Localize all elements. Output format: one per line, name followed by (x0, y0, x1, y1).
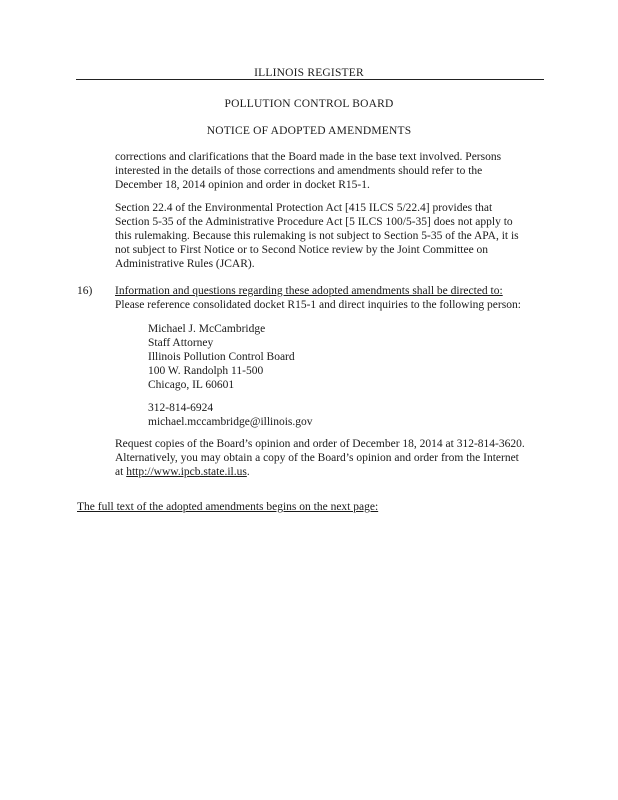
contact-block (148, 322, 508, 429)
paragraph-line: not subject to First Notice or to Second Notice review by the Joint Committee on (115, 244, 489, 256)
paragraph-line: Section 22.4 of the Environmental Protection Act [415 ILCS 5/22.4] provides that (115, 202, 493, 214)
text-suffix: . (246, 466, 250, 478)
contact-address-line1: 100 W. Randolph 11-500 (148, 365, 264, 377)
item-number: 16) (77, 285, 93, 297)
website-link[interactable]: http://www.ipcb.state.il.us (126, 466, 247, 478)
contact-name: Michael J. McCambridge (148, 323, 266, 335)
request-paragraph (115, 437, 555, 479)
contact-title: Staff Attorney (148, 337, 214, 349)
paragraph-line: this rulemaking. Because this rulemaking is not subject to Section 5-35 of the APA, it is (115, 230, 519, 242)
paragraph-line: December 18, 2014 opinion and order in docket R15-1. (115, 179, 370, 191)
board-title: POLLUTION CONTROL BOARD (224, 98, 394, 110)
contact-org: Illinois Pollution Control Board (148, 351, 295, 363)
register-title: ILLINOIS REGISTER (254, 67, 364, 79)
paragraph-line: corrections and clarifications that the Board made in the base text involved. Persons (115, 151, 502, 163)
paragraph-line (115, 465, 555, 479)
full-text-note: The full text of the adopted amendments begins on the next page: (77, 501, 379, 513)
contact-address-line2: Chicago, IL 60601 (148, 379, 235, 391)
information-heading: Information and questions regarding these adopted amendments shall be directed to: (115, 285, 503, 297)
paragraph-line: interested in the details of those corrections and amendments should refer to the (115, 165, 483, 177)
contact-phone: 312-814-6924 (148, 402, 214, 414)
paragraph-line: Request copies of the Board’s opinion and order of December 18, 2014 at 312-814-3620. (115, 438, 525, 450)
header-rule (76, 79, 544, 80)
jcar-paragraph (115, 201, 555, 271)
paragraph-line: Alternatively, you may obtain a copy of the Board’s opinion and order from the Internet (115, 452, 519, 464)
information-item (115, 284, 555, 312)
paragraph-line: Administrative Rules (JCAR). (115, 258, 255, 270)
corrections-paragraph (115, 150, 555, 192)
contact-email: michael.mccambridge@illinois.gov (148, 416, 313, 428)
notice-title: NOTICE OF ADOPTED AMENDMENTS (206, 125, 412, 137)
spacer (148, 392, 508, 401)
paragraph-line: Please reference consolidated docket R15-1 and direct inquiries to the following person: (115, 299, 521, 311)
paragraph-line: Section 5-35 of the Administrative Procedure Act [5 ILCS 100/5-35] does not apply to (115, 216, 513, 228)
text-prefix: at (115, 466, 127, 478)
